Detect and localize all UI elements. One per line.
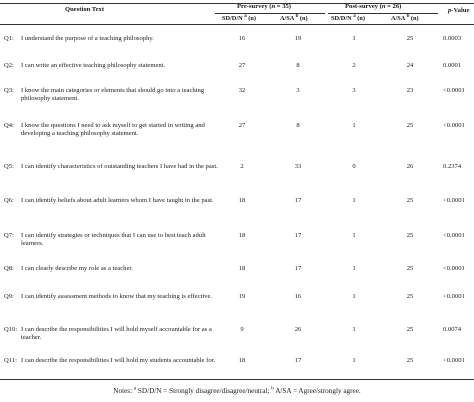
bottom-rule (0, 379, 474, 380)
header-post-asa: A/SA $^b$ (n) (391, 13, 419, 22)
question-text: I can write an effective teaching philosophy statement. (21, 62, 166, 69)
pre-asa-count: 17 (294, 357, 302, 364)
post-sd-count: 3 (352, 87, 356, 94)
post-asa-count: 25 (406, 326, 414, 333)
header-post-survey: Post-survey (n = 26) (345, 3, 402, 10)
question-text: I can describe the responsibilities I will hold my students accountable for. (21, 357, 216, 364)
post-sd-count: 1 (352, 35, 356, 42)
p-value: <0.0001 (443, 293, 465, 300)
pre-asa-count: 26 (294, 326, 302, 333)
question-id: Q5: (4, 163, 14, 170)
post-asa-count: 25 (406, 122, 414, 129)
question-id: Q3: (4, 87, 14, 94)
table-notes: Notes: $^a$ SD/D/N = Strongly disagree/disagree/neutral; $^b$ A/SA = Agree/strongly agree. (113, 386, 361, 395)
header-rule (0, 24, 474, 25)
post-sd-count: 1 (352, 232, 356, 239)
p-value: 0.0001 (443, 62, 462, 69)
post-sd-count: 1 (352, 326, 356, 333)
post-sd-count: 1 (352, 265, 356, 272)
p-value: <0.0001 (443, 122, 465, 129)
question-id: Q8: (4, 265, 14, 272)
header-pre-sd: SD/D/N $^a$ (n) (222, 13, 256, 22)
question-text: I can describe the responsibilities I will hold myself accountable for as a teacher. (21, 326, 212, 342)
post-asa-count: 23 (406, 87, 414, 94)
p-value: <0.0001 (443, 197, 465, 204)
pre-sd-count: 18 (238, 265, 246, 272)
group-rule-pre (215, 13, 325, 14)
p-value: <0.0001 (443, 265, 465, 272)
question-id: Q7: (4, 232, 14, 239)
pre-sd-count: 9 (240, 326, 244, 333)
post-asa-count: 25 (406, 35, 414, 42)
post-asa-count: 25 (406, 357, 414, 364)
question-text: I can identify beliefs about adult learners whom I have taught in the past. (21, 197, 214, 204)
pre-asa-count: 33 (294, 163, 302, 170)
pre-asa-count: 8 (296, 62, 300, 69)
header-p-value: p-Value (448, 7, 470, 14)
post-sd-count: 1 (352, 293, 356, 300)
question-text: I can identify assessment methods to know that my teaching is effective. (21, 293, 213, 300)
question-id: Q6: (4, 197, 14, 204)
post-asa-count: 26 (406, 163, 414, 170)
post-asa-count: 25 (406, 265, 414, 272)
pre-asa-count: 3 (296, 87, 300, 94)
pre-sd-count: 18 (238, 197, 246, 204)
post-sd-count: 1 (352, 197, 356, 204)
pre-sd-count: 18 (238, 232, 246, 239)
header-pre-asa: A/SA $^b$ (n) (280, 13, 308, 22)
question-id: Q10: (4, 326, 18, 333)
pre-asa-count: 17 (294, 265, 302, 272)
question-id: Q11: (4, 357, 17, 364)
p-value: 0.0074 (443, 326, 462, 333)
p-value: 0.2374 (443, 163, 462, 170)
header-question-text: Question Text (65, 6, 105, 13)
question-text: I know the questions I need to ask myself to get started in writing and developing a teaching philosophy statement. (21, 122, 205, 138)
question-text: I can identify strategies or techniques that I can use to best teach adult learners. (21, 232, 206, 248)
header-post-sd: SD/D/N $^a$ (n) (331, 13, 365, 22)
header-pre-survey: Pre-survey (n = 35) (237, 3, 291, 10)
question-text: I know the main categories or elements that should go into a teaching philosophy statement. (21, 87, 205, 103)
post-asa-count: 25 (406, 293, 414, 300)
pre-sd-count: 16 (238, 35, 246, 42)
post-sd-count: 1 (352, 357, 356, 364)
question-id: Q9: (4, 293, 14, 300)
group-rule-post (328, 13, 438, 14)
pre-asa-count: 17 (294, 232, 302, 239)
question-text: I understand the purpose of a teaching philosophy. (21, 35, 154, 42)
p-value: <0.0001 (443, 357, 465, 364)
pre-sd-count: 27 (238, 122, 246, 129)
pre-asa-count: 8 (296, 122, 300, 129)
pre-sd-count: 32 (238, 87, 246, 94)
pre-sd-count: 18 (238, 357, 246, 364)
pre-asa-count: 17 (294, 197, 302, 204)
p-value: <0.0001 (443, 87, 465, 94)
post-sd-count: 2 (352, 62, 356, 69)
question-id: Q4: (4, 122, 14, 129)
p-value: 0.0003 (443, 35, 462, 42)
pre-sd-count: 19 (238, 293, 246, 300)
question-id: Q2: (4, 62, 14, 69)
question-text: I can identify characteristics of outstanding teachers I have had in the past. (21, 163, 218, 170)
p-value: <0.0001 (443, 232, 465, 239)
question-id: Q1: (4, 35, 14, 42)
post-asa-count: 25 (406, 197, 414, 204)
post-sd-count: 0 (352, 163, 356, 170)
post-asa-count: 25 (406, 232, 414, 239)
pre-asa-count: 16 (294, 293, 302, 300)
pre-sd-count: 2 (240, 163, 244, 170)
post-asa-count: 24 (406, 62, 414, 69)
question-text: I can clearly describe my role as a teacher. (21, 265, 133, 272)
pre-asa-count: 19 (294, 35, 302, 42)
pre-sd-count: 27 (238, 62, 246, 69)
post-sd-count: 1 (352, 122, 356, 129)
